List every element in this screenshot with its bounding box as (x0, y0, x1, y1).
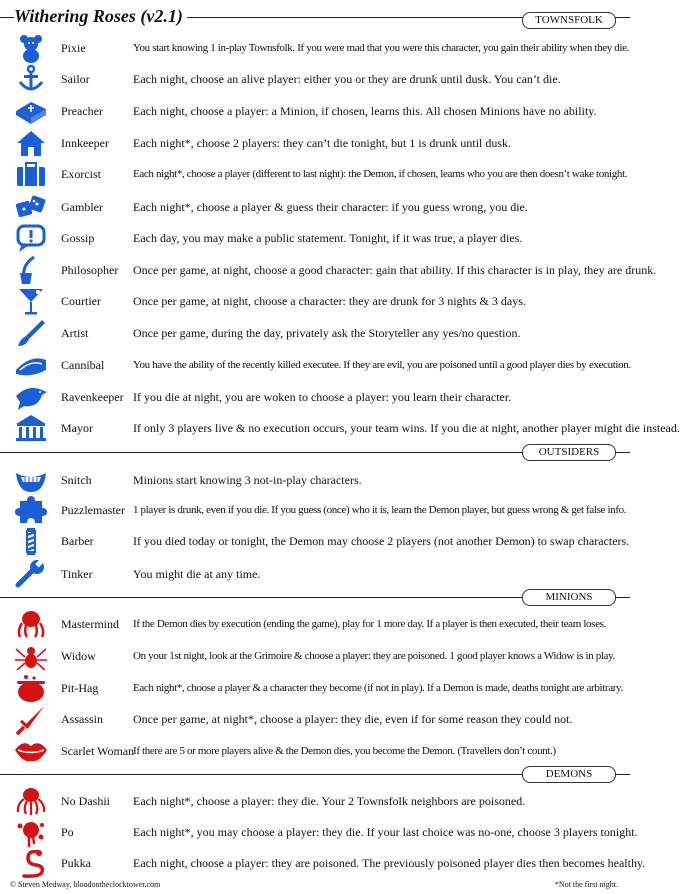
role-name: Sailor (61, 72, 90, 86)
role-description: Each night*, choose a player & guess their character: if you guess wrong, you die. (133, 200, 528, 214)
role-description: Minions start knowing 3 not-in-play characters. (133, 473, 362, 487)
role-description: Each night*, choose a player (different to last night): the Demon, if chosen, learns who you are then doesn’t wake tonight. (133, 168, 628, 180)
raven-icon (14, 382, 48, 412)
role-name: Pit-Hag (61, 681, 99, 695)
section-label-minions: MINIONS (522, 589, 616, 606)
section-label-demons: DEMONS (522, 766, 616, 783)
role-row (0, 559, 630, 589)
role-row (0, 33, 630, 63)
role-name: Mayor (61, 421, 93, 435)
blood-splatter-icon (14, 817, 48, 847)
role-row (0, 736, 630, 766)
role-name: Scarlet Woman (61, 744, 135, 758)
role-description: Each day, you may make a public statement. Tonight, if it was true, a player dies. (133, 231, 523, 245)
role-description: Each night, choose a player: they are poisoned. The previously poisoned player dies then becomes healthy. (133, 856, 646, 870)
suitcase-icon (14, 159, 48, 189)
role-description: You have the ability of the recently killed executee. If they are evil, you are poisoned until a good player dies by execution. (133, 359, 631, 371)
role-name: Preacher (61, 104, 103, 118)
bible-icon (14, 96, 48, 126)
role-name: Courtier (61, 294, 101, 308)
role-name: Artist (61, 326, 89, 340)
role-name: Philosopher (61, 263, 119, 277)
role-name: Gambler (61, 200, 103, 214)
role-row (0, 382, 630, 412)
role-row (0, 641, 630, 671)
footer-note: *Not the first night. (554, 880, 618, 889)
meat-slice-icon (14, 350, 48, 380)
teddy-bear-icon (14, 33, 48, 63)
role-name: Cannibal (61, 358, 105, 372)
role-name: Pukka (61, 856, 91, 870)
role-row (0, 159, 630, 189)
role-name: Innkeeper (61, 136, 109, 150)
role-description: Once per game, during the day, privately ask the Storyteller any yes/no question. (133, 326, 521, 340)
page-title: Withering Roses (v2.1) (14, 6, 187, 27)
role-row (0, 128, 630, 158)
footer-credit: © Steven Medway, bloodontheclocktower.com (10, 880, 161, 889)
role-row (0, 609, 630, 639)
role-row (0, 318, 630, 348)
role-description: If you die at night, you are woken to choose a player: you learn their character. (133, 390, 512, 404)
role-description: Each night*, choose 2 players: they can’t die tonight, but 1 is drunk until dusk. (133, 136, 512, 150)
paintbrush-icon (14, 318, 48, 348)
role-description: 1 player is drunk, even if you die. If you guess (once) who it is, learn the Demon player, but guess wrong & get false info. (133, 504, 627, 516)
role-name: Pixie (61, 41, 86, 55)
octopus-icon (14, 786, 48, 816)
anchor-icon (14, 64, 48, 94)
role-row (0, 64, 630, 94)
role-row (0, 192, 630, 222)
role-row (0, 255, 657, 285)
puzzle-piece-icon (14, 495, 48, 525)
role-description: Once per game, at night, choose a good character: gain that ability. If this character is in play, they are drunk. (133, 263, 657, 277)
role-description: You start knowing 1 in-play Townsfolk. If you were mad that you were this character, you gain their ability when they die. (133, 42, 630, 54)
role-description: On your 1st night, look at the Grimoire & choose a player: they are poisoned. 1 good player knows a Widow is in play. (133, 650, 615, 662)
role-name: Mastermind (61, 617, 119, 631)
role-description: You might die at any time. (133, 567, 261, 581)
cocktail-glass-icon (14, 286, 48, 316)
role-name: Tinker (61, 567, 93, 581)
role-description: If the Demon dies by execution (ending the game), play for 1 more day. If a player is then executed, their team loses. (133, 618, 606, 630)
octopus-hat-icon (14, 609, 48, 639)
role-row (0, 495, 630, 525)
role-name: Po (61, 825, 74, 839)
role-description: Each night*, choose a player: they die. Your 2 Townsfolk neighbors are poisoned. (133, 794, 526, 808)
pipe-icon (14, 255, 48, 285)
role-description: Each night, choose an alive player: either you or they are drunk until dusk. You can’t die. (133, 72, 561, 86)
grinning-mouth-icon (14, 465, 48, 495)
wrench-icon (14, 559, 48, 589)
role-row (0, 286, 630, 316)
speech-bubble-icon (14, 223, 48, 253)
role-name: Barber (61, 534, 94, 548)
role-row (0, 350, 630, 380)
role-description: Each night*, you may choose a player: they die. If your last choice was no-one, choose 3 players tonight. (133, 825, 638, 839)
role-description: Once per game, at night, choose a character: they are drunk for 3 nights & 3 days. (133, 294, 526, 308)
spider-icon (14, 641, 48, 671)
role-row (0, 96, 630, 126)
role-row (0, 704, 630, 734)
role-row (0, 817, 638, 847)
role-description: Each night*, choose a player & a character they become (if not in play). If a Demon is made, deaths tonight are arbitrary. (133, 682, 623, 694)
role-row (0, 673, 630, 703)
section-label-townsfolk: TOWNSFOLK (522, 12, 616, 29)
role-row (0, 848, 646, 878)
role-row (0, 413, 680, 443)
section-label-outsiders: OUTSIDERS (522, 444, 616, 461)
dice-icon (14, 192, 48, 222)
barber-pole-icon (14, 526, 48, 556)
role-name: Ravenkeeper (61, 390, 124, 404)
town-hall-icon (14, 413, 48, 443)
role-name: Snitch (61, 473, 92, 487)
dagger-icon (14, 704, 48, 734)
role-name: No Dashii (61, 794, 110, 808)
role-description: Once per game, at night*, choose a player: they die, even if for some reason they could not. (133, 712, 573, 726)
role-name: Puzzlemaster (61, 503, 125, 517)
lips-icon (14, 736, 48, 766)
role-row (0, 786, 630, 816)
role-name: Widow (61, 649, 96, 663)
role-description: If there are 5 or more players alive & the Demon dies, you become the Demon. (Travellers don’t count.) (133, 745, 556, 757)
role-row (0, 223, 630, 253)
role-row (0, 526, 630, 556)
role-name: Assassin (61, 712, 104, 726)
role-row (0, 465, 630, 495)
role-name: Gossip (61, 231, 95, 245)
role-name: Exorcist (61, 167, 101, 181)
role-description: Each night, choose a player: a Minion, if chosen, learns this. All chosen Minions have no ability. (133, 104, 597, 118)
role-description: If only 3 players live & no execution occurs, your team wins. If you die at night, another player might die instead. (133, 421, 680, 435)
house-icon (14, 128, 48, 158)
role-description: If you died today or tonight, the Demon may choose 2 players (not another Demon) to swap characters. (133, 534, 630, 548)
serpent-icon (14, 848, 48, 878)
cauldron-icon (14, 673, 48, 703)
